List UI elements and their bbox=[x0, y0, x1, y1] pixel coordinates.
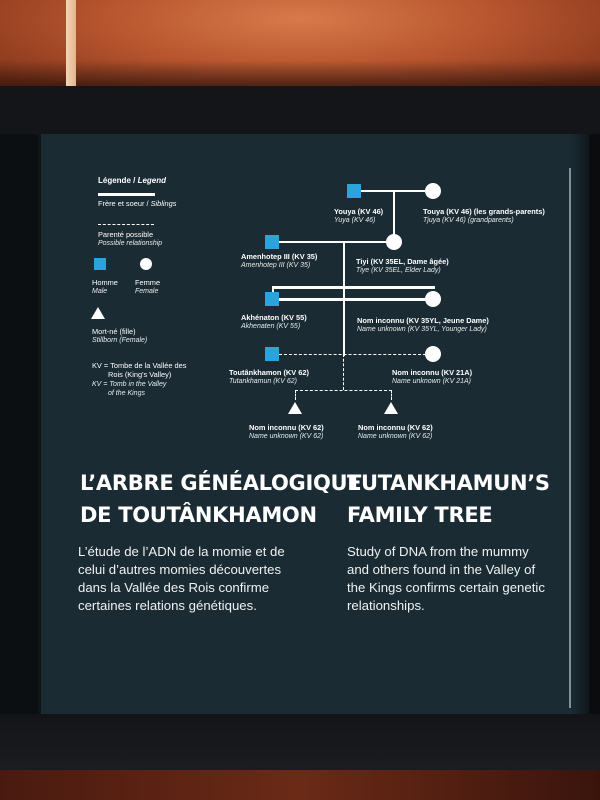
legend-male-en: Male bbox=[92, 288, 108, 295]
akhenaton-couple-line bbox=[279, 298, 426, 301]
stillborn2-drop bbox=[391, 390, 392, 400]
heading-fr-line2: DE TOUTÂNKHAMON bbox=[80, 503, 317, 527]
male-symbol-sample bbox=[94, 258, 106, 270]
case-frame-top bbox=[0, 86, 600, 134]
legend-kv-en-1: KV = Tomb in the Valley bbox=[92, 381, 167, 388]
case-bottom-rail bbox=[0, 714, 600, 774]
youya-male-marker bbox=[347, 184, 361, 198]
younger-lady-female-marker bbox=[425, 291, 441, 307]
younger-lady-label-en: Name unknown (KV 35YL, Younger Lady) bbox=[357, 326, 487, 333]
legend-siblings-en: Siblings bbox=[150, 199, 177, 208]
touya-female-marker bbox=[425, 183, 441, 199]
stillborn2-marker bbox=[384, 402, 398, 414]
body-en bbox=[347, 543, 600, 615]
body-fr-line1: L’étude de l’ADN de la momie et de bbox=[78, 544, 285, 559]
tutankhamun-male-marker bbox=[265, 347, 279, 361]
heading-fr-line1: L’ARBRE GÉNÉALOGIQUE bbox=[80, 471, 362, 495]
youya-label-en: Yuya (KV 46) bbox=[334, 217, 376, 224]
body-en-line4: relationships. bbox=[347, 598, 425, 613]
stillborn1-label-en: Name unknown (KV 62) bbox=[249, 433, 324, 440]
gen3-descent-line bbox=[343, 300, 345, 356]
display-pole bbox=[66, 0, 76, 90]
stillborn2-label-fr: Nom inconnu (KV 62) bbox=[358, 423, 433, 432]
tut-couple-possible-line bbox=[279, 354, 426, 355]
touya-label-en: Tjuya (KV 46) (grandparents) bbox=[423, 217, 514, 224]
stillborn1-marker bbox=[288, 402, 302, 414]
floor bbox=[0, 770, 600, 800]
tutankhamun-label-fr: Toutânkhamon (KV 62) bbox=[229, 368, 309, 377]
touya-label-fr: Touya (KV 46) (les grands-parents) bbox=[423, 207, 545, 216]
legend-possible-en: Possible relationship bbox=[98, 240, 163, 247]
akhenaton-male-marker bbox=[265, 292, 279, 306]
legend-siblings-fr: Frère et soeur / bbox=[98, 199, 151, 208]
tiyi-label-en: Tiye (KV 35EL, Elder Lady) bbox=[356, 267, 441, 274]
kv21a-label-en: Name unknown (KV 21A) bbox=[392, 378, 471, 385]
panel-edge bbox=[571, 134, 589, 714]
body-en-line1: Study of DNA from the mummy bbox=[347, 544, 529, 559]
siblings-line-sample bbox=[98, 193, 155, 196]
panel-right-line bbox=[569, 168, 571, 708]
legend-title-en: Legend bbox=[137, 176, 167, 185]
heading-en-line1: TUTANKHAMUN’S bbox=[347, 471, 550, 495]
stillborn2-label-en: Name unknown (KV 62) bbox=[358, 433, 433, 440]
kv21a-label-fr: Nom inconnu (KV 21A) bbox=[392, 368, 473, 377]
amenhotep-label-fr: Amenhotep III (KV 35) bbox=[241, 252, 318, 261]
legend-kv-en-2: of the Kings bbox=[108, 390, 145, 397]
legend-stillborn-fr: Mort-né (fille) bbox=[92, 327, 136, 336]
gen2-descent-line bbox=[343, 242, 345, 298]
tiyi-female-marker bbox=[386, 234, 402, 250]
stillborn-symbol-sample bbox=[91, 307, 105, 319]
akhenaton-label-fr: Akhénaton (KV 55) bbox=[241, 313, 307, 322]
kv21a-female-marker bbox=[425, 346, 441, 362]
stillborn1-drop bbox=[295, 390, 296, 400]
case-left-side bbox=[0, 134, 38, 774]
gen4-descent-dashed bbox=[343, 354, 344, 390]
younger-lady-label-fr: Nom inconnu (KV 35YL, Jeune Dame) bbox=[357, 316, 489, 325]
body-fr bbox=[78, 543, 333, 615]
body-fr-line2: celui d’autres momies découvertes bbox=[78, 562, 282, 577]
legend-title: Légende / bbox=[98, 176, 138, 185]
amenhotep-tiyi-couple-line bbox=[279, 241, 387, 243]
tutankhamun-label-en: Tutankhamun (KV 62) bbox=[229, 378, 297, 385]
legend-female-en: Female bbox=[135, 288, 159, 295]
stillborn-siblings-dashed bbox=[295, 390, 392, 391]
body-en-line2: and others found in the Valley of bbox=[347, 562, 536, 577]
youya-label-fr: Youya (KV 46) bbox=[334, 207, 384, 216]
legend-kv-fr-2: Rois (King's Valley) bbox=[108, 370, 172, 379]
tiyi-label-fr: Tiyi (KV 35EL, Dame âgée) bbox=[356, 257, 449, 266]
female-symbol-sample bbox=[140, 258, 152, 270]
amenhotep-label-en: Amenhotep III (KV 35) bbox=[241, 262, 311, 269]
legend-possible-fr: Parenté possible bbox=[98, 230, 154, 239]
stillborn1-label-fr: Nom inconnu (KV 62) bbox=[249, 423, 324, 432]
legend-female-fr: Femme bbox=[135, 278, 161, 287]
amenhotep-male-marker bbox=[265, 235, 279, 249]
legend-male-fr: Homme bbox=[92, 278, 118, 287]
legend-kv-fr-1: KV = Tombe de la Vallée des bbox=[92, 361, 187, 370]
body-en-line3: the Kings confirms certain genetic bbox=[347, 580, 545, 595]
heading-en-line2: FAMILY TREE bbox=[347, 503, 493, 527]
body-fr-line4: certaines relations génétiques. bbox=[78, 598, 257, 613]
possible-line-sample bbox=[98, 224, 154, 225]
siblings-bar bbox=[272, 286, 435, 289]
legend-stillborn-en: Stillborn (Female) bbox=[92, 337, 148, 344]
body-fr-line3: dans la Vallée des Rois confirme bbox=[78, 580, 270, 595]
akhenaton-label-en: Akhenaten (KV 55) bbox=[241, 323, 301, 330]
